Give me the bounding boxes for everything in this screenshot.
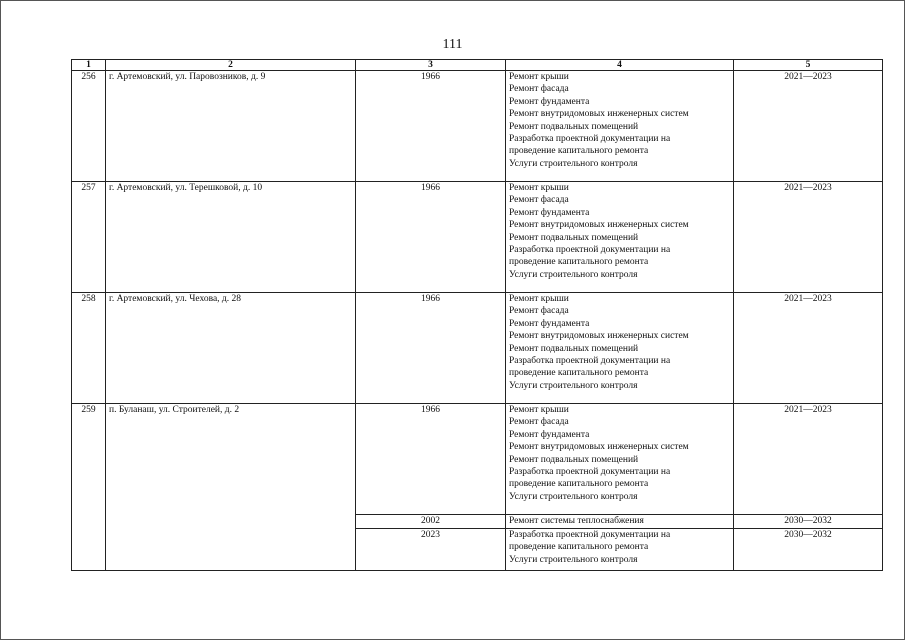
work-item: проведение капитального ремонта xyxy=(509,479,649,490)
work-item: Разработка проектной документации на xyxy=(509,134,671,145)
period-cell: 2021—2023 xyxy=(734,71,883,182)
work-item: Ремонт внутридомовых инженерных систем xyxy=(509,331,689,342)
work-item: Ремонт фасада xyxy=(509,84,569,95)
work-item: Ремонт внутридомовых инженерных систем xyxy=(509,109,689,120)
work-item: проведение капитального ремонта xyxy=(509,542,649,553)
column-header-1: 1 xyxy=(72,60,106,71)
period-cell: 2021—2023 xyxy=(734,182,883,293)
work-types-cell xyxy=(506,293,734,404)
year-cell: 1966 xyxy=(356,71,506,182)
work-item: Услуги строительного контроля xyxy=(509,491,638,502)
work-item: Ремонт фасада xyxy=(509,417,569,428)
row-number: 257 xyxy=(72,182,106,293)
work-item: Ремонт фасада xyxy=(509,195,569,206)
period-cell: 2021—2023 xyxy=(734,293,883,404)
work-item: Разработка проектной документации на xyxy=(509,245,671,256)
work-item: Услуги строительного контроля xyxy=(509,380,638,391)
address-cell: г. Артемовский, ул. Чехова, д. 28 xyxy=(106,293,356,404)
work-item: Ремонт крыши xyxy=(509,183,569,193)
period-cell: 2030—2032 xyxy=(734,529,883,571)
address-cell: г. Артемовский, ул. Терешковой, д. 10 xyxy=(106,182,356,293)
work-item: Ремонт фундамента xyxy=(509,429,590,440)
work-item: Ремонт крыши xyxy=(509,405,569,415)
row-number: 259 xyxy=(72,404,106,571)
work-item: Разработка проектной документации на xyxy=(509,530,671,540)
work-types-cell xyxy=(506,404,734,515)
work-item: Ремонт системы теплоснабжения xyxy=(509,516,644,526)
year-cell: 1966 xyxy=(356,293,506,404)
work-item: Ремонт внутридомовых инженерных систем xyxy=(509,220,689,231)
work-item: Ремонт крыши xyxy=(509,72,569,82)
work-item: Ремонт подвальных помещений xyxy=(509,343,639,354)
work-item: Услуги строительного контроля xyxy=(509,554,638,565)
work-item: Ремонт подвальных помещений xyxy=(509,454,639,465)
work-item: Ремонт внутридомовых инженерных систем xyxy=(509,442,689,453)
column-header-2: 2 xyxy=(106,60,356,71)
column-header-5: 5 xyxy=(734,60,883,71)
work-item: Услуги строительного контроля xyxy=(509,158,638,169)
table-row xyxy=(72,71,883,182)
year-cell: 1966 xyxy=(356,182,506,293)
work-types-cell xyxy=(506,515,734,529)
work-item: Услуги строительного контроля xyxy=(509,269,638,280)
table-row xyxy=(72,293,883,404)
work-item: Ремонт фундамента xyxy=(509,96,590,107)
capital-repair-table xyxy=(71,59,883,571)
work-item: проведение капитального ремонта xyxy=(509,368,649,379)
work-item: Ремонт подвальных помещений xyxy=(509,121,639,132)
work-types-cell xyxy=(506,529,734,571)
column-header-3: 3 xyxy=(356,60,506,71)
work-item: проведение капитального ремонта xyxy=(509,257,649,268)
header-row xyxy=(72,60,883,71)
address-cell: п. Буланаш, ул. Строителей, д. 2 xyxy=(106,404,356,571)
address-cell: г. Артемовский, ул. Паровозников, д. 9 xyxy=(106,71,356,182)
page-number: 111 xyxy=(442,37,463,52)
period-cell: 2021—2023 xyxy=(734,404,883,515)
row-number: 256 xyxy=(72,71,106,182)
column-header-4: 4 xyxy=(506,60,734,71)
work-types-cell xyxy=(506,71,734,182)
work-item: Ремонт фундамента xyxy=(509,318,590,329)
work-item: Разработка проектной документации на xyxy=(509,467,671,478)
work-types-cell xyxy=(506,182,734,293)
table-row xyxy=(72,404,883,515)
row-number: 258 xyxy=(72,293,106,404)
year-cell: 2002 xyxy=(356,515,506,529)
work-item: Ремонт фасада xyxy=(509,306,569,317)
work-item: Ремонт подвальных помещений xyxy=(509,232,639,243)
year-cell: 2023 xyxy=(356,529,506,571)
work-item: Разработка проектной документации на xyxy=(509,356,671,367)
table-body xyxy=(72,71,883,571)
work-item: Ремонт фундамента xyxy=(509,207,590,218)
year-cell: 1966 xyxy=(356,404,506,515)
work-item: проведение капитального ремонта xyxy=(509,146,649,157)
table-row xyxy=(72,182,883,293)
work-item: Ремонт крыши xyxy=(509,294,569,304)
period-cell: 2030—2032 xyxy=(734,515,883,529)
